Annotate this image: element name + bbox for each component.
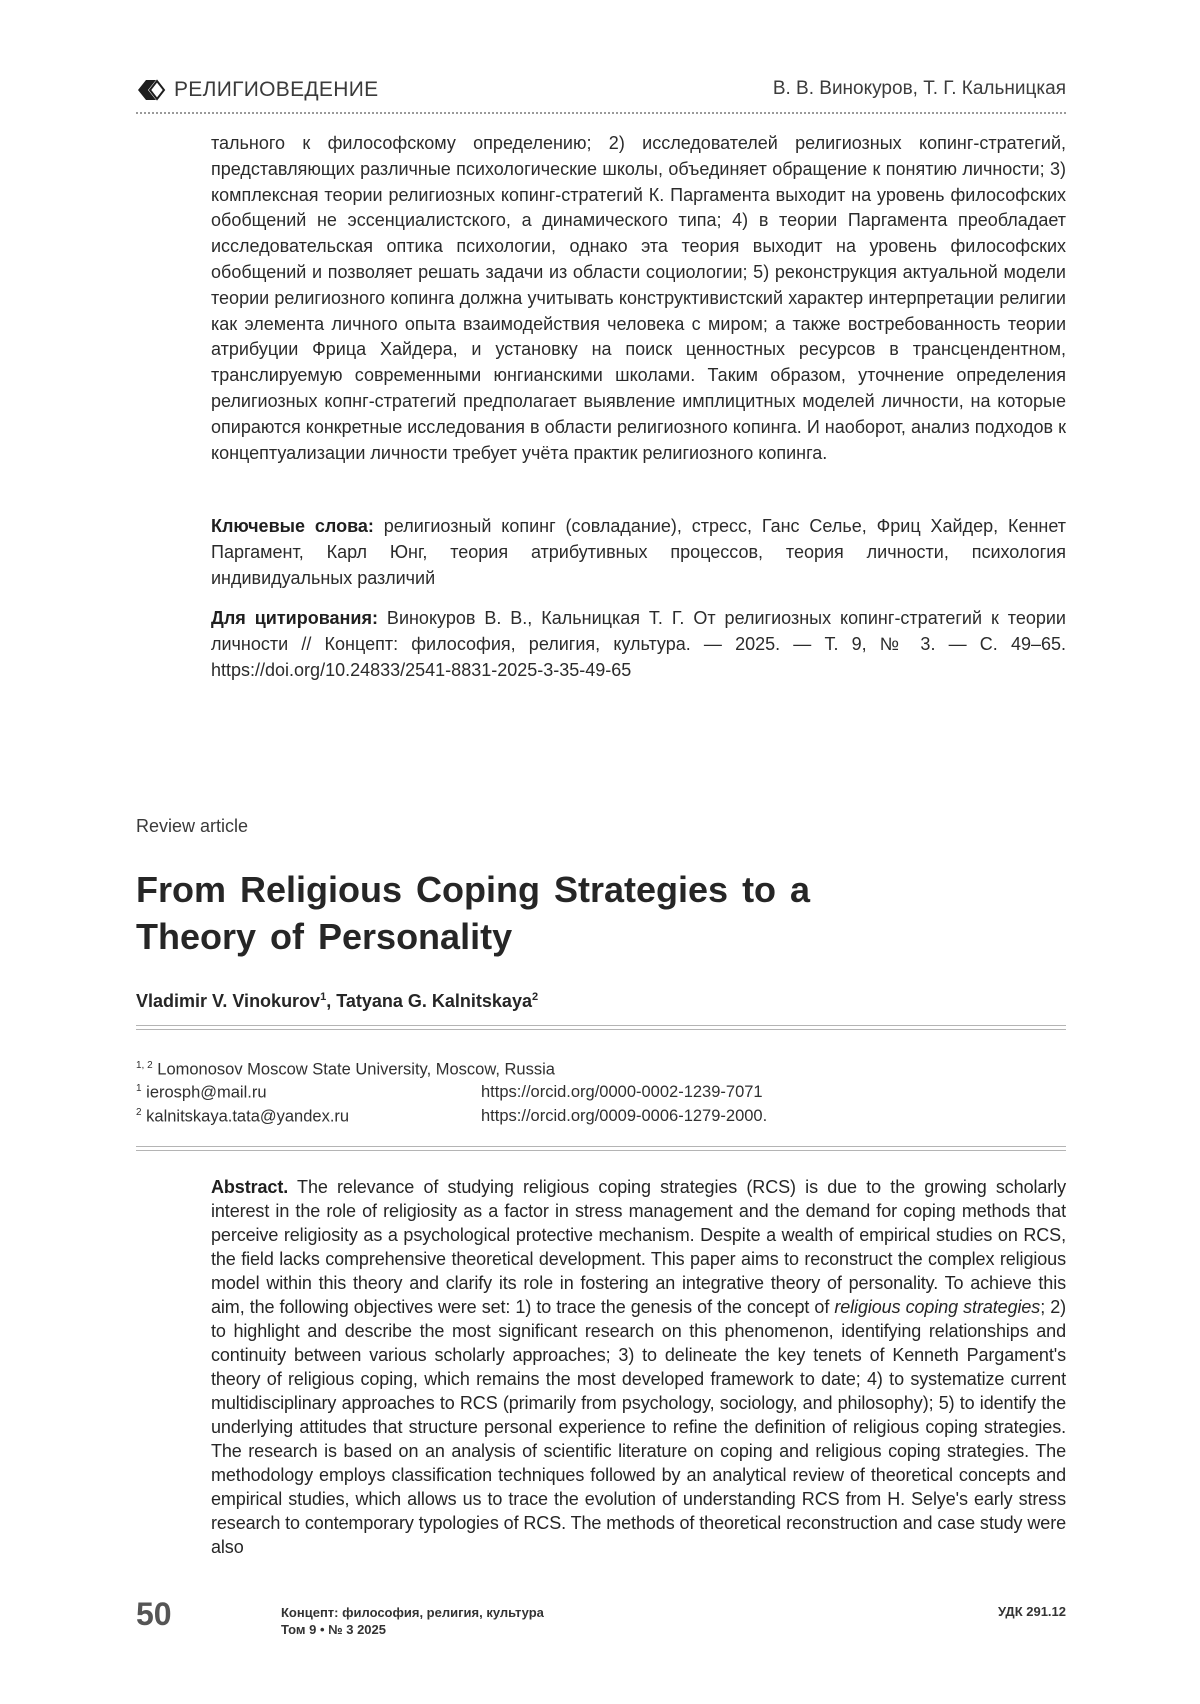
page-number: 50	[136, 1596, 172, 1632]
citation	[211, 606, 1066, 683]
keywords-label: Ключевые слова:	[211, 516, 374, 536]
udc-code: УДК 291.12	[998, 1604, 1066, 1619]
russian-abstract-text: тального к философскому определению; 2) исследователей религиозных копинг-стратегий, представляющих различные психологические школы, объединяет обращение к понятию личности; 3) комплексная теории религиозных копинг-стратегий К. Паргамента выходит на уровень философских обобщений не эссенциалистского, а динамического типа; 4) в теории Паргамента преобладает исследовательская оптика психологии, однако эта теория выходит на уровень философских обобщений и позволяет решать задачи из области социологии; 5) реконструкция актуальной модели теории религиозного копинга должна учитывать конструктивистский характер интерпретации религии как элемента личного опыта взаимодействия человека с миром; а также востребованность теории атрибуции Фрица Хайдера, и установку на поиск ценностных ресурсов в трансцендентном, транслируемую современными юнгианскими школами. Таким образом, уточнение определения религиозных копнг-стратегий предполагает выявление имплицитных моделей личности, на которые опираются конкретные исследования в области религиозного копинга. И наоборот, анализ подходов к концептуализации личности требует учёта практик религиозного копинга.	[211, 133, 1066, 463]
affiliation-mark: 1, 2	[136, 1060, 153, 1071]
abstract-text: The relevance of studying religious coping strategies (RCS) is due to the growing scholarly interest in the role of religiosity as a factor in stress management and the demand for coping methods that perceive religiosity as a psychological protective mechanism. Despite a wealth of empirical studies on RCS, the field lacks comprehensive theoretical development. This paper aims to reconstruct the complex religious model within this theory and clarify its role in fostering an integrative theory of personality. To achieve this aim, the following objectives were set: 1) to trace the genesis of the concept of	[211, 1177, 1066, 1317]
article-title: From Religious Coping Strategies to a Theory of Personality	[136, 869, 811, 957]
journal-info	[281, 1604, 544, 1638]
affiliation	[136, 1060, 555, 1080]
abstract-italic-term: religious coping strategies	[834, 1297, 1041, 1317]
abstract-label: Abstract.	[211, 1177, 289, 1197]
author-affiliation-mark: 1	[320, 991, 327, 1003]
abstract-text: ; 2) to highlight and describe the most significant research on this phenomenon, identifying relationships and continuity between various scholarly approaches; 3) to delineate the key tenets of Kenneth Pargament's theory of religious coping, which remains the most developed framework to date; 4) to systematize current multidisciplinary approaches to RCS (primarily from psychology, sociology, and philosophy); 5) to identify the underlying attitudes that structure personal experience to refine the definition of religious coping strategies. The research is based on an analysis of scientific literature on coping and religious coping strategies. The methodology employs classification techniques followed by an analytical review of theoretical concepts and empirical studies, which allows us to trace the evolution of understanding RCS from H. Selye's early stress research to contemporary typologies of RCS. The methods of theoretical reconstruction and case study were also	[211, 1297, 1067, 1557]
email-link[interactable]: kalnitskaya.tata@yandex.ru	[141, 1107, 350, 1126]
keywords-text: религиозный копинг (совладание), стресс, Ганс Селье, Фриц Хайдер, Кеннет Паргамент, Карл Юнг, теория атрибутивных процессов, теория личности, психология индивидуальных различий	[211, 516, 1066, 588]
citation-label: Для цитирования:	[211, 608, 378, 628]
email-mark: 2	[136, 1107, 142, 1118]
keywords	[211, 514, 1066, 591]
article-type: Review article	[136, 816, 249, 836]
journal-issue: Том 9 • № 3 2025	[281, 1622, 386, 1637]
email-mark: 1	[136, 1083, 142, 1094]
author-name: Tatyana G. Kalnitskaya	[336, 991, 532, 1011]
russian-abstract	[211, 131, 1066, 466]
section-label: РЕЛИГИОВЕДЕНИЕ	[174, 78, 379, 101]
running-header	[136, 76, 1066, 110]
email-link[interactable]: ierosph@mail.ru	[141, 1083, 267, 1102]
author-name: Vladimir V. Vinokurov	[136, 991, 321, 1011]
divider	[136, 1146, 1066, 1151]
divider	[136, 1025, 1066, 1030]
author-separator: ,	[326, 991, 337, 1011]
citation-text: Винокуров В. В., Кальницкая Т. Г. От религиозных копинг-стратегий к теории личности // Концепт: философия, религия, культура. — 2025. — Т. 9, № 3. — С. 49–65. https://doi.org/10.24833/2541-8831-2025-3-35-49-65	[211, 608, 1066, 680]
journal-title: Концепт: философия, религия, культура	[281, 1605, 544, 1620]
orcid-link[interactable]: https://orcid.org/0000-0002-1239-7071	[481, 1083, 763, 1101]
orcid-link[interactable]: https://orcid.org/0009-0006-1279-2000.	[481, 1107, 768, 1125]
diamond-icon	[136, 78, 166, 102]
affiliation-text: Lomonosov Moscow State University, Moscow, Russia	[152, 1060, 555, 1079]
english-abstract	[211, 1175, 1066, 1559]
author-list	[136, 991, 538, 1012]
author-affiliation-mark: 2	[531, 991, 539, 1003]
author-email	[136, 1083, 267, 1103]
author-email	[136, 1107, 349, 1127]
section-heading	[136, 76, 378, 104]
header-authors: В. В. Винокуров, Т. Г. Кальницкая	[772, 78, 1066, 99]
header-divider	[136, 112, 1066, 114]
